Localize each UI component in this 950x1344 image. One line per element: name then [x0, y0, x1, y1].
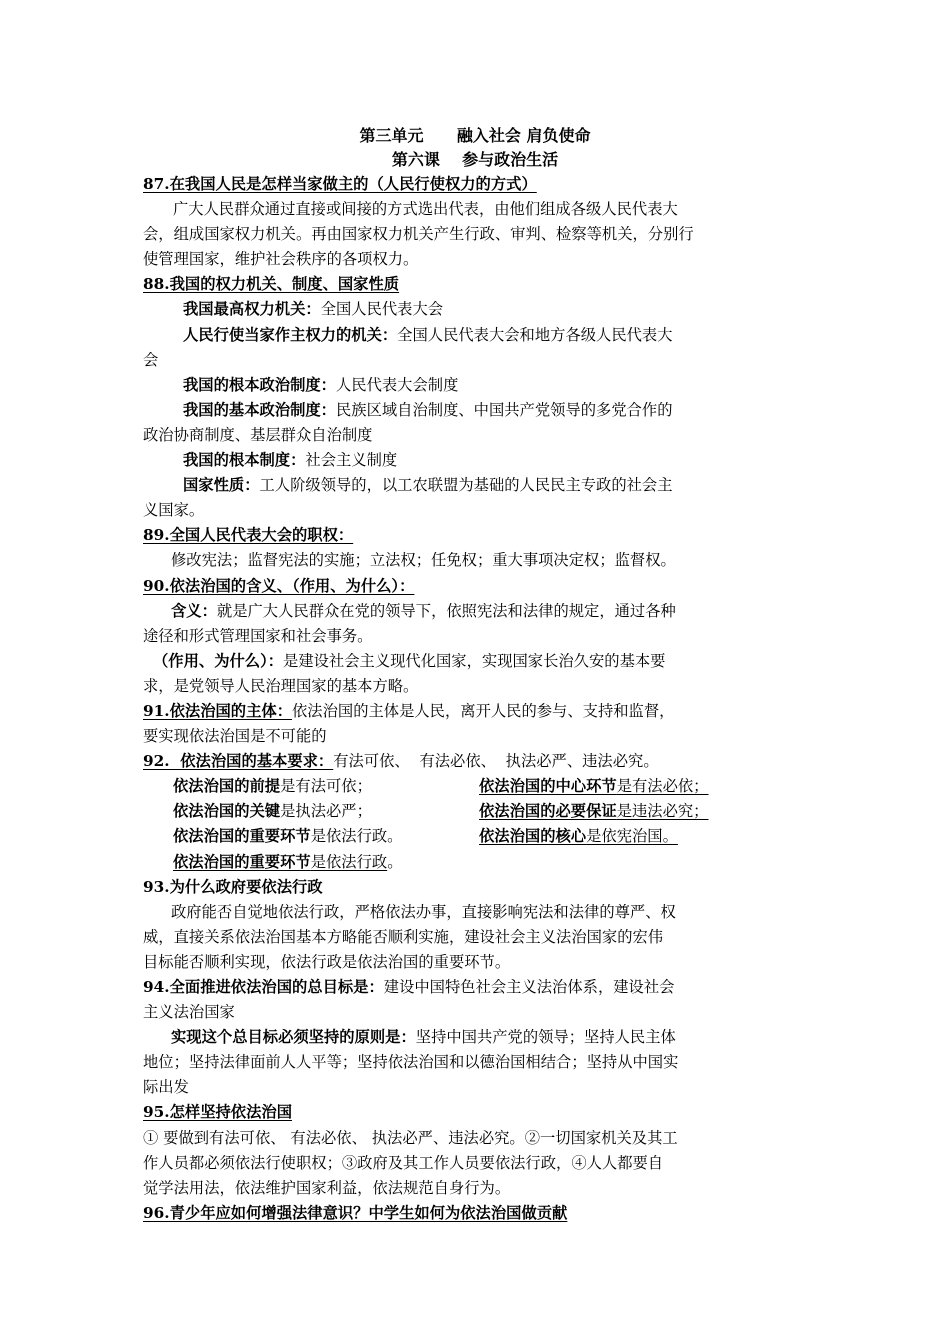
section-94-heading: 94.全面推进依法治国的总目标是：: [143, 978, 384, 996]
requirement-label: 依法治国的必要保证: [479, 802, 617, 821]
section-95-line-3: 觉学法用法，依法维护国家利益，依法规范自身行为。: [143, 1178, 511, 1197]
requirement-label: 依法治国的中心环节: [479, 777, 617, 796]
item-value: 全国人民代表大会和地方各级人民代表大: [397, 325, 673, 344]
requirement-end: 。: [387, 852, 403, 871]
requirement-value: 是依法行政: [310, 852, 388, 871]
principles-label: 实现这个总目标必须坚持的原则是：: [171, 1028, 416, 1047]
item-label: 国家性质：: [183, 476, 260, 495]
section-88-item-2: [143, 323, 807, 348]
section-95-heading: 95.怎样坚持依法治国: [143, 1103, 292, 1122]
section-94-value: 建设中国特色社会主义法治体系，建设社会: [383, 978, 675, 996]
section-91-heading: 91.依法治国的主体：: [143, 701, 292, 720]
role-value: 是建设社会主义现代化国家，实现国家长治久安的基本要: [283, 651, 666, 670]
section-88-heading: 88.我国的权力机关、制度、国家性质: [143, 275, 400, 294]
item-label: 我国的基本政治制度：: [183, 400, 336, 419]
section-90-role-cont: 求，是党领导人民治理国家的基本方略。: [143, 676, 419, 695]
requirement-label: 依法治国的重要环节: [173, 827, 311, 846]
requirement-value: 是有法必依；: [616, 777, 709, 796]
item-label: 我国的根本政治制度：: [183, 375, 336, 394]
section-96-heading: 96.青少年应如何增强法律意识？中学生如何为依法治国做贡献: [143, 1203, 568, 1222]
lesson-title: 第六课 参与政治生活: [391, 150, 559, 169]
item-value: 人民代表大会制度: [335, 375, 459, 394]
section-94-principles-cont-2: 际出发: [143, 1078, 189, 1097]
section-91: [143, 699, 807, 724]
section-88-item-5: [143, 448, 807, 473]
section-93-line-1: 政府能否自觉地依法行政，严格依法办事，直接影响宪法和法律的尊严、权: [171, 902, 676, 921]
item-value: 工人阶级领导的，以工农联盟为基础的人民民主专政的社会主: [259, 476, 673, 495]
requirement-label: 依法治国的关键: [173, 802, 281, 821]
section-87-heading: 87.在我国人民是怎样当家做主的（人民行使权力的方式）: [143, 175, 537, 193]
document-page: [143, 124, 807, 1226]
section-88-item-3: [143, 373, 807, 398]
section-87-line-3: 使管理国家，维护社会秩序的各项权力。: [143, 250, 419, 269]
requirement-value: 是执法必严；: [280, 802, 372, 821]
section-88-item-4-cont: 政治协商制度、基层群众自治制度: [143, 425, 373, 444]
unit-title: 第三单元 融入社会 肩负使命: [359, 126, 591, 145]
requirement-row-1: [143, 774, 807, 799]
section-93-line-3: 目标能否顺利实现，依法行政是依法治国的重要环节。: [143, 952, 511, 971]
section-89-line-1: 修改宪法；监督宪法的实施；立法权；任免权；重大事项决定权；监督权。: [171, 551, 676, 570]
section-88-item-2-cont: 会: [143, 350, 159, 369]
section-92: [143, 749, 807, 774]
section-95-line-1: ① 要做到有法可依、 有法必依、 执法必严、违法必究。②一切国家机关及其工: [143, 1128, 678, 1147]
section-91-value: 依法治国的主体是人民，离开人民的参与、支持和监督，: [292, 701, 675, 720]
section-87-line-1: 广大人民群众通过直接或间接的方式选出代表，由他们组成各级人民代表大: [173, 200, 678, 219]
role-label: （作用、为什么）：: [153, 651, 284, 670]
section-95-line-2: 作人员都必须依法行使职权；③政府及其工作人员要依法行政，④人人都要自: [143, 1153, 664, 1172]
item-label: 我国的根本制度：: [183, 451, 306, 470]
item-value: 民族区域自治制度、中国共产党领导的多党合作的: [335, 400, 673, 419]
item-value: 社会主义制度: [305, 451, 398, 470]
requirement-label: 依法治国的前提: [173, 777, 281, 796]
requirement-row-2: [143, 799, 807, 824]
section-94-principles-cont-1: 地位；坚持法律面前人人平等；坚持依法治国和以德治国相结合；坚持从中国实: [143, 1053, 679, 1072]
principles-value: 坚持中国共产党的领导；坚持人民主体: [415, 1028, 676, 1047]
requirement-value: 是违法必究；: [616, 802, 709, 821]
section-90-heading: 90.依法治国的含义、（作用、为什么）：: [143, 576, 415, 595]
item-value: 全国人民代表大会: [320, 300, 444, 319]
section-92-value: 有法可依、 有法必依、 执法必严、违法必究。: [333, 752, 659, 771]
section-90-meaning-cont: 途径和形式管理国家和社会事务。: [143, 626, 373, 645]
requirement-value: 是依法行政。: [310, 827, 403, 846]
section-94: [143, 975, 807, 1000]
section-88-item-1: [143, 297, 807, 322]
requirement-row-4: [143, 850, 807, 875]
section-91-cont: 要实现依法治国是不可能的: [143, 727, 327, 746]
section-90-meaning: [143, 599, 807, 624]
section-93-line-2: 威，直接关系依法治国基本方略能否顺利实施，建设社会主义法治国家的宏伟: [143, 927, 664, 946]
section-88-item-4: [143, 398, 807, 423]
section-90-role: [143, 649, 807, 674]
requirement-label: 依法治国的重要环节: [173, 852, 311, 871]
item-label: 我国最高权力机关：: [183, 300, 321, 319]
section-94-cont: 主义法治国家: [143, 1003, 235, 1022]
section-88-item-6: [143, 473, 807, 498]
section-88-item-6-cont: 义国家。: [143, 501, 205, 520]
section-92-heading: 92. 依法治国的基本要求：: [143, 752, 334, 771]
requirement-value: 是依宪治国。: [586, 827, 678, 846]
requirement-row-3: [143, 824, 807, 849]
requirement-label: 依法治国的核心: [479, 827, 587, 846]
requirement-value: 是有法可依；: [280, 777, 372, 796]
section-93-heading: 93.为什么政府要依法行政: [143, 877, 323, 896]
meaning-value: 就是广大人民群众在党的领导下，依照宪法和法律的规定，通过各种: [216, 601, 676, 620]
section-87-line-2: 会，组成国家权力机关。再由国家权力机关产生行政、审判、检察等机关，分别行: [143, 225, 694, 244]
section-94-principles: [143, 1025, 807, 1050]
item-label: 人民行使当家作主权力的机关：: [183, 325, 398, 344]
section-89-heading: 89.全国人民代表大会的职权：: [143, 526, 354, 545]
meaning-label: 含义：: [171, 601, 217, 620]
